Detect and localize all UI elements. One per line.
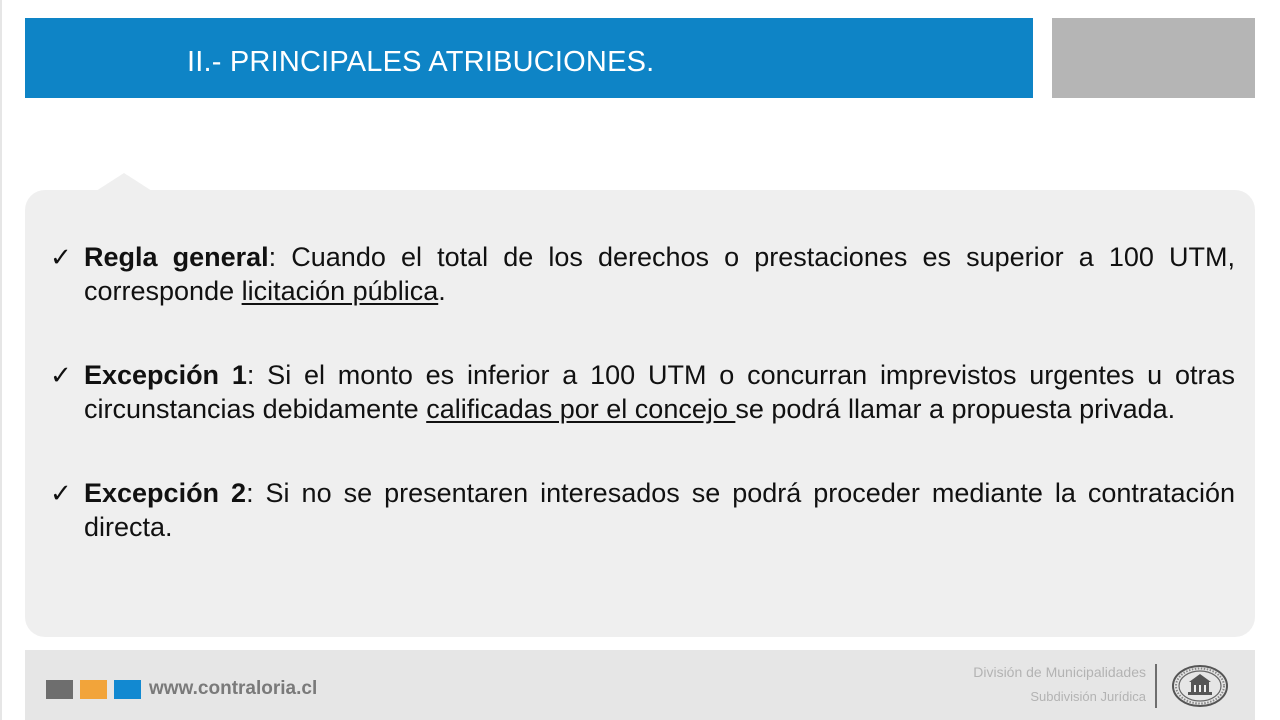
bullet-underline: licitación pública (241, 276, 439, 306)
bullet-body: : Si no se presentaren interesados se podrá proceder mediante la contratación directa. (84, 478, 1235, 542)
bullet-tail: se podrá llamar a propuesta privada. (735, 394, 1176, 424)
bullet-text (84, 242, 1235, 306)
bullet-text (84, 478, 1235, 542)
check-icon: ✓ (50, 360, 72, 390)
title-bar (25, 18, 1033, 98)
site-url[interactable]: www.contraloria.cl (149, 678, 318, 699)
subdivision-label: Subdivisión Jurídica (1030, 689, 1146, 704)
bullet-tail: . (438, 276, 446, 306)
bullet-body: : Si el monto es inferior a 100 UTM o concurran imprevistos urgentes u otras circunstancias debidamente (84, 360, 1235, 424)
division-label: División de Municipalidades (973, 664, 1146, 680)
bullet-text (84, 360, 1235, 424)
bullet-term: Regla general (84, 242, 269, 272)
panel-notch (96, 173, 152, 191)
check-icon: ✓ (50, 478, 72, 508)
bullet-body: : Cuando el total de los derechos o prestaciones es superior a 100 UTM, corresponde (84, 242, 1235, 306)
bullet-item-excepcion-1 (50, 358, 1235, 426)
footer-divider (1155, 664, 1157, 708)
bullet-item-regla-general (50, 240, 1235, 308)
header-gray-block (1052, 18, 1255, 98)
page-title: II.- PRINCIPALES ATRIBUCIONES. (187, 46, 655, 78)
bullet-list (50, 240, 1235, 544)
footer-square-orange (80, 680, 107, 699)
footer-square-gray (46, 680, 73, 699)
contraloria-seal-icon (1171, 664, 1231, 708)
bullet-underline: calificadas por el concejo (426, 394, 736, 424)
footer-square-blue (114, 680, 141, 699)
check-icon: ✓ (50, 242, 72, 272)
bullet-term: Excepción 2 (84, 478, 247, 508)
bullet-term: Excepción 1 (84, 360, 247, 390)
bullet-item-excepcion-2 (50, 476, 1235, 544)
